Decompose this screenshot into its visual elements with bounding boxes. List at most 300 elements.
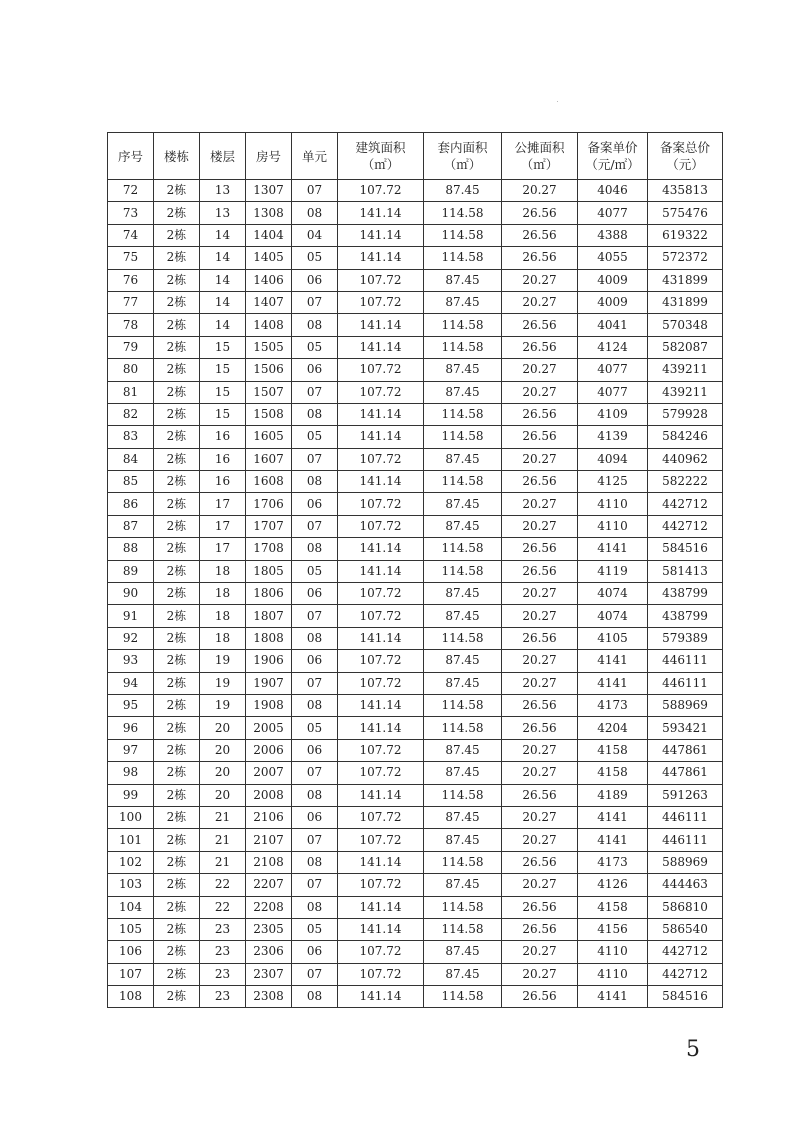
table-row (108, 493, 723, 515)
cell-unit: 08 (292, 986, 338, 1008)
cell-filing-unit-price: 4158 (578, 762, 648, 784)
cell-room-number: 1908 (246, 694, 292, 716)
cell-serial-number: 100 (108, 806, 154, 828)
cell-serial-number: 95 (108, 694, 154, 716)
cell-floor: 15 (200, 381, 246, 403)
table-header (108, 133, 723, 180)
cell-inner-area: 87.45 (424, 762, 502, 784)
cell-unit: 08 (292, 314, 338, 336)
cell-gross-area: 141.14 (338, 336, 424, 358)
cell-shared-area: 26.56 (502, 224, 578, 246)
cell-floor: 13 (200, 202, 246, 224)
cell-inner-area: 87.45 (424, 874, 502, 896)
cell-filing-total-price: 446111 (648, 650, 723, 672)
column-header-unit: （元/㎡） (585, 157, 640, 172)
cell-room-number: 1408 (246, 314, 292, 336)
table-row (108, 448, 723, 470)
cell-room-number: 1805 (246, 560, 292, 582)
cell-serial-number: 77 (108, 291, 154, 313)
cell-filing-total-price: 582222 (648, 471, 723, 493)
cell-building: 2栋 (154, 650, 200, 672)
table-row (108, 650, 723, 672)
cell-filing-total-price: 440962 (648, 448, 723, 470)
cell-floor: 15 (200, 336, 246, 358)
cell-room-number: 1607 (246, 448, 292, 470)
cell-room-number: 1508 (246, 403, 292, 425)
cell-building: 2栋 (154, 291, 200, 313)
cell-gross-area: 141.14 (338, 986, 424, 1008)
cell-serial-number: 108 (108, 986, 154, 1008)
cell-gross-area: 107.72 (338, 515, 424, 537)
cell-floor: 14 (200, 224, 246, 246)
cell-inner-area: 114.58 (424, 560, 502, 582)
cell-unit: 08 (292, 538, 338, 560)
cell-shared-area: 20.27 (502, 515, 578, 537)
cell-floor: 21 (200, 829, 246, 851)
cell-filing-unit-price: 4156 (578, 918, 648, 940)
cell-serial-number: 91 (108, 605, 154, 627)
cell-gross-area: 107.72 (338, 941, 424, 963)
cell-room-number: 2207 (246, 874, 292, 896)
cell-shared-area: 26.56 (502, 627, 578, 649)
cell-floor: 22 (200, 874, 246, 896)
cell-filing-unit-price: 4204 (578, 717, 648, 739)
cell-filing-total-price: 619322 (648, 224, 723, 246)
table-row (108, 963, 723, 985)
cell-gross-area: 107.72 (338, 583, 424, 605)
cell-gross-area: 141.14 (338, 314, 424, 336)
cell-unit: 06 (292, 739, 338, 761)
cell-filing-total-price: 431899 (648, 269, 723, 291)
cell-filing-unit-price: 4173 (578, 694, 648, 716)
cell-inner-area: 114.58 (424, 851, 502, 873)
cell-inner-area: 87.45 (424, 806, 502, 828)
cell-inner-area: 114.58 (424, 336, 502, 358)
cell-unit: 05 (292, 336, 338, 358)
cell-room-number: 2305 (246, 918, 292, 940)
cell-gross-area: 107.72 (338, 381, 424, 403)
cell-inner-area: 87.45 (424, 650, 502, 672)
column-header-inner-area (424, 133, 502, 180)
cell-filing-total-price: 439211 (648, 359, 723, 381)
cell-filing-unit-price: 4110 (578, 515, 648, 537)
cell-filing-total-price: 584516 (648, 538, 723, 560)
cell-floor: 23 (200, 918, 246, 940)
cell-unit: 08 (292, 896, 338, 918)
cell-unit: 07 (292, 963, 338, 985)
column-header-label: 建筑面积 (355, 140, 406, 155)
cell-unit: 07 (292, 672, 338, 694)
cell-gross-area: 107.72 (338, 963, 424, 985)
cell-floor: 23 (200, 941, 246, 963)
cell-filing-unit-price: 4126 (578, 874, 648, 896)
cell-room-number: 1707 (246, 515, 292, 537)
cell-filing-unit-price: 4077 (578, 202, 648, 224)
cell-floor: 17 (200, 515, 246, 537)
cell-gross-area: 141.14 (338, 202, 424, 224)
cell-building: 2栋 (154, 202, 200, 224)
cell-gross-area: 141.14 (338, 224, 424, 246)
cell-room-number: 1608 (246, 471, 292, 493)
cell-gross-area: 141.14 (338, 471, 424, 493)
cell-filing-total-price: 444463 (648, 874, 723, 896)
cell-inner-area: 87.45 (424, 180, 502, 202)
cell-filing-total-price: 591263 (648, 784, 723, 806)
cell-filing-unit-price: 4119 (578, 560, 648, 582)
cell-inner-area: 114.58 (424, 896, 502, 918)
cell-serial-number: 94 (108, 672, 154, 694)
cell-serial-number: 84 (108, 448, 154, 470)
cell-inner-area: 114.58 (424, 538, 502, 560)
cell-filing-unit-price: 4139 (578, 426, 648, 448)
cell-inner-area: 114.58 (424, 627, 502, 649)
cell-floor: 19 (200, 694, 246, 716)
cell-unit: 04 (292, 224, 338, 246)
cell-filing-unit-price: 4110 (578, 963, 648, 985)
cell-shared-area: 26.56 (502, 247, 578, 269)
cell-inner-area: 114.58 (424, 247, 502, 269)
cell-serial-number: 88 (108, 538, 154, 560)
cell-inner-area: 87.45 (424, 448, 502, 470)
cell-filing-unit-price: 4141 (578, 650, 648, 672)
cell-shared-area: 20.27 (502, 180, 578, 202)
cell-room-number: 2006 (246, 739, 292, 761)
cell-inner-area: 87.45 (424, 672, 502, 694)
cell-serial-number: 106 (108, 941, 154, 963)
cell-gross-area: 107.72 (338, 874, 424, 896)
cell-filing-unit-price: 4074 (578, 583, 648, 605)
cell-unit: 07 (292, 291, 338, 313)
column-header-shared-area (502, 133, 578, 180)
cell-inner-area: 87.45 (424, 605, 502, 627)
cell-unit: 07 (292, 762, 338, 784)
column-header-label: 房号 (255, 148, 281, 164)
cell-building: 2栋 (154, 963, 200, 985)
table-row (108, 336, 723, 358)
cell-serial-number: 83 (108, 426, 154, 448)
cell-building: 2栋 (154, 762, 200, 784)
cell-filing-unit-price: 4141 (578, 538, 648, 560)
table-row (108, 717, 723, 739)
cell-shared-area: 20.27 (502, 381, 578, 403)
cell-shared-area: 20.27 (502, 941, 578, 963)
cell-unit: 07 (292, 829, 338, 851)
cell-gross-area: 141.14 (338, 918, 424, 940)
cell-floor: 16 (200, 471, 246, 493)
column-header-unit: （㎡） (520, 157, 559, 172)
cell-gross-area: 141.14 (338, 851, 424, 873)
cell-filing-total-price: 579928 (648, 403, 723, 425)
cell-floor: 13 (200, 180, 246, 202)
cell-building: 2栋 (154, 269, 200, 291)
cell-serial-number: 74 (108, 224, 154, 246)
cell-serial-number: 89 (108, 560, 154, 582)
cell-filing-unit-price: 4141 (578, 672, 648, 694)
cell-filing-unit-price: 4046 (578, 180, 648, 202)
cell-room-number: 1907 (246, 672, 292, 694)
cell-unit: 05 (292, 560, 338, 582)
cell-gross-area: 107.72 (338, 806, 424, 828)
table-row (108, 515, 723, 537)
cell-building: 2栋 (154, 180, 200, 202)
cell-filing-unit-price: 4077 (578, 359, 648, 381)
cell-building: 2栋 (154, 941, 200, 963)
cell-inner-area: 87.45 (424, 269, 502, 291)
cell-filing-total-price: 581413 (648, 560, 723, 582)
cell-filing-total-price: 438799 (648, 583, 723, 605)
cell-floor: 20 (200, 739, 246, 761)
cell-unit: 06 (292, 650, 338, 672)
cell-floor: 23 (200, 986, 246, 1008)
cell-filing-total-price: 446111 (648, 806, 723, 828)
table-row (108, 605, 723, 627)
cell-building: 2栋 (154, 672, 200, 694)
cell-filing-unit-price: 4141 (578, 986, 648, 1008)
table-row (108, 694, 723, 716)
cell-inner-area: 114.58 (424, 986, 502, 1008)
cell-gross-area: 107.72 (338, 829, 424, 851)
cell-building: 2栋 (154, 784, 200, 806)
table-row (108, 762, 723, 784)
cell-building: 2栋 (154, 403, 200, 425)
cell-gross-area: 141.14 (338, 694, 424, 716)
cell-shared-area: 20.27 (502, 493, 578, 515)
cell-filing-unit-price: 4173 (578, 851, 648, 873)
cell-inner-area: 87.45 (424, 515, 502, 537)
cell-gross-area: 141.14 (338, 784, 424, 806)
cell-shared-area: 26.56 (502, 426, 578, 448)
cell-filing-total-price: 588969 (648, 694, 723, 716)
cell-gross-area: 107.72 (338, 672, 424, 694)
table-row (108, 896, 723, 918)
cell-inner-area: 87.45 (424, 941, 502, 963)
table-row (108, 471, 723, 493)
table-row (108, 874, 723, 896)
cell-filing-unit-price: 4141 (578, 829, 648, 851)
cell-inner-area: 87.45 (424, 493, 502, 515)
cell-inner-area: 114.58 (424, 784, 502, 806)
column-header-unit: （㎡） (443, 157, 482, 172)
cell-shared-area: 26.56 (502, 918, 578, 940)
cell-unit: 07 (292, 180, 338, 202)
cell-serial-number: 76 (108, 269, 154, 291)
cell-filing-unit-price: 4094 (578, 448, 648, 470)
table-row (108, 739, 723, 761)
cell-serial-number: 96 (108, 717, 154, 739)
cell-filing-total-price: 435813 (648, 180, 723, 202)
cell-inner-area: 87.45 (424, 739, 502, 761)
cell-unit: 08 (292, 202, 338, 224)
cell-filing-total-price: 584246 (648, 426, 723, 448)
cell-building: 2栋 (154, 874, 200, 896)
table-row (108, 672, 723, 694)
cell-building: 2栋 (154, 605, 200, 627)
cell-inner-area: 114.58 (424, 471, 502, 493)
table-row (108, 314, 723, 336)
cell-floor: 14 (200, 314, 246, 336)
cell-shared-area: 26.56 (502, 896, 578, 918)
cell-gross-area: 107.72 (338, 448, 424, 470)
cell-room-number: 2307 (246, 963, 292, 985)
cell-building: 2栋 (154, 583, 200, 605)
cell-room-number: 1808 (246, 627, 292, 649)
cell-shared-area: 20.27 (502, 448, 578, 470)
cell-room-number: 2106 (246, 806, 292, 828)
cell-filing-total-price: 446111 (648, 829, 723, 851)
cell-serial-number: 104 (108, 896, 154, 918)
cell-serial-number: 81 (108, 381, 154, 403)
table-body (108, 180, 723, 1008)
cell-shared-area: 20.27 (502, 829, 578, 851)
cell-serial-number: 72 (108, 180, 154, 202)
cell-filing-total-price: 593421 (648, 717, 723, 739)
column-header-filing-unit-price (578, 133, 648, 180)
cell-building: 2栋 (154, 560, 200, 582)
cell-building: 2栋 (154, 739, 200, 761)
cell-filing-total-price: 442712 (648, 941, 723, 963)
cell-serial-number: 78 (108, 314, 154, 336)
cell-serial-number: 75 (108, 247, 154, 269)
cell-floor: 17 (200, 493, 246, 515)
cell-room-number: 1404 (246, 224, 292, 246)
cell-shared-area: 26.56 (502, 986, 578, 1008)
filing-price-table (107, 132, 723, 1008)
cell-room-number: 1807 (246, 605, 292, 627)
cell-serial-number: 86 (108, 493, 154, 515)
table-row (108, 583, 723, 605)
cell-filing-total-price: 431899 (648, 291, 723, 313)
cell-filing-total-price: 579389 (648, 627, 723, 649)
cell-floor: 15 (200, 403, 246, 425)
cell-room-number: 1706 (246, 493, 292, 515)
cell-floor: 23 (200, 963, 246, 985)
cell-room-number: 1407 (246, 291, 292, 313)
cell-room-number: 2005 (246, 717, 292, 739)
cell-inner-area: 114.58 (424, 202, 502, 224)
cell-gross-area: 141.14 (338, 247, 424, 269)
cell-filing-unit-price: 4110 (578, 493, 648, 515)
cell-gross-area: 107.72 (338, 605, 424, 627)
cell-unit: 07 (292, 874, 338, 896)
column-header-label: 备案总价 (659, 140, 710, 155)
cell-filing-total-price: 442712 (648, 963, 723, 985)
cell-building: 2栋 (154, 538, 200, 560)
column-header-label: 单元 (301, 148, 327, 164)
table-row (108, 806, 723, 828)
cell-unit: 05 (292, 717, 338, 739)
cell-building: 2栋 (154, 515, 200, 537)
cell-filing-total-price: 570348 (648, 314, 723, 336)
cell-shared-area: 20.27 (502, 806, 578, 828)
cell-serial-number: 97 (108, 739, 154, 761)
cell-floor: 17 (200, 538, 246, 560)
cell-serial-number: 103 (108, 874, 154, 896)
cell-inner-area: 87.45 (424, 829, 502, 851)
cell-shared-area: 26.56 (502, 314, 578, 336)
cell-inner-area: 87.45 (424, 583, 502, 605)
cell-filing-total-price: 582087 (648, 336, 723, 358)
cell-room-number: 2007 (246, 762, 292, 784)
cell-serial-number: 107 (108, 963, 154, 985)
cell-gross-area: 107.72 (338, 291, 424, 313)
table-row (108, 291, 723, 313)
cell-room-number: 2208 (246, 896, 292, 918)
cell-gross-area: 107.72 (338, 269, 424, 291)
cell-unit: 06 (292, 493, 338, 515)
cell-floor: 14 (200, 269, 246, 291)
cell-room-number: 1906 (246, 650, 292, 672)
column-header-unit (292, 133, 338, 180)
cell-shared-area: 20.27 (502, 605, 578, 627)
cell-building: 2栋 (154, 314, 200, 336)
cell-room-number: 1307 (246, 180, 292, 202)
cell-serial-number: 98 (108, 762, 154, 784)
cell-gross-area: 141.14 (338, 403, 424, 425)
cell-room-number: 1708 (246, 538, 292, 560)
cell-shared-area: 20.27 (502, 269, 578, 291)
table-row (108, 359, 723, 381)
table-row (108, 269, 723, 291)
cell-building: 2栋 (154, 694, 200, 716)
cell-filing-unit-price: 4125 (578, 471, 648, 493)
cell-filing-total-price: 446111 (648, 672, 723, 694)
cell-inner-area: 114.58 (424, 314, 502, 336)
cell-floor: 14 (200, 291, 246, 313)
cell-unit: 06 (292, 269, 338, 291)
cell-gross-area: 141.14 (338, 560, 424, 582)
scan-speck (557, 101, 558, 102)
cell-inner-area: 114.58 (424, 694, 502, 716)
column-header-label: 公摊面积 (514, 140, 565, 155)
cell-gross-area: 107.72 (338, 493, 424, 515)
column-header-filing-total-price (648, 133, 723, 180)
cell-unit: 06 (292, 359, 338, 381)
column-header-room-number (246, 133, 292, 180)
cell-shared-area: 26.56 (502, 202, 578, 224)
column-header-unit: （元） (666, 157, 704, 172)
cell-floor: 22 (200, 896, 246, 918)
cell-shared-area: 26.56 (502, 851, 578, 873)
cell-unit: 08 (292, 784, 338, 806)
cell-filing-unit-price: 4109 (578, 403, 648, 425)
cell-floor: 14 (200, 247, 246, 269)
table-row (108, 403, 723, 425)
cell-shared-area: 26.56 (502, 336, 578, 358)
cell-building: 2栋 (154, 471, 200, 493)
cell-filing-unit-price: 4105 (578, 627, 648, 649)
cell-filing-total-price: 439211 (648, 381, 723, 403)
cell-building: 2栋 (154, 627, 200, 649)
cell-serial-number: 105 (108, 918, 154, 940)
cell-shared-area: 26.56 (502, 784, 578, 806)
cell-building: 2栋 (154, 224, 200, 246)
cell-shared-area: 26.56 (502, 560, 578, 582)
cell-unit: 07 (292, 515, 338, 537)
cell-filing-unit-price: 4124 (578, 336, 648, 358)
cell-filing-unit-price: 4141 (578, 806, 648, 828)
cell-room-number: 1505 (246, 336, 292, 358)
cell-unit: 08 (292, 851, 338, 873)
cell-building: 2栋 (154, 806, 200, 828)
column-header-label: 楼栋 (163, 148, 189, 164)
table-row (108, 224, 723, 246)
cell-filing-unit-price: 4158 (578, 896, 648, 918)
cell-floor: 16 (200, 426, 246, 448)
cell-unit: 07 (292, 448, 338, 470)
table-row (108, 784, 723, 806)
cell-serial-number: 102 (108, 851, 154, 873)
cell-building: 2栋 (154, 918, 200, 940)
